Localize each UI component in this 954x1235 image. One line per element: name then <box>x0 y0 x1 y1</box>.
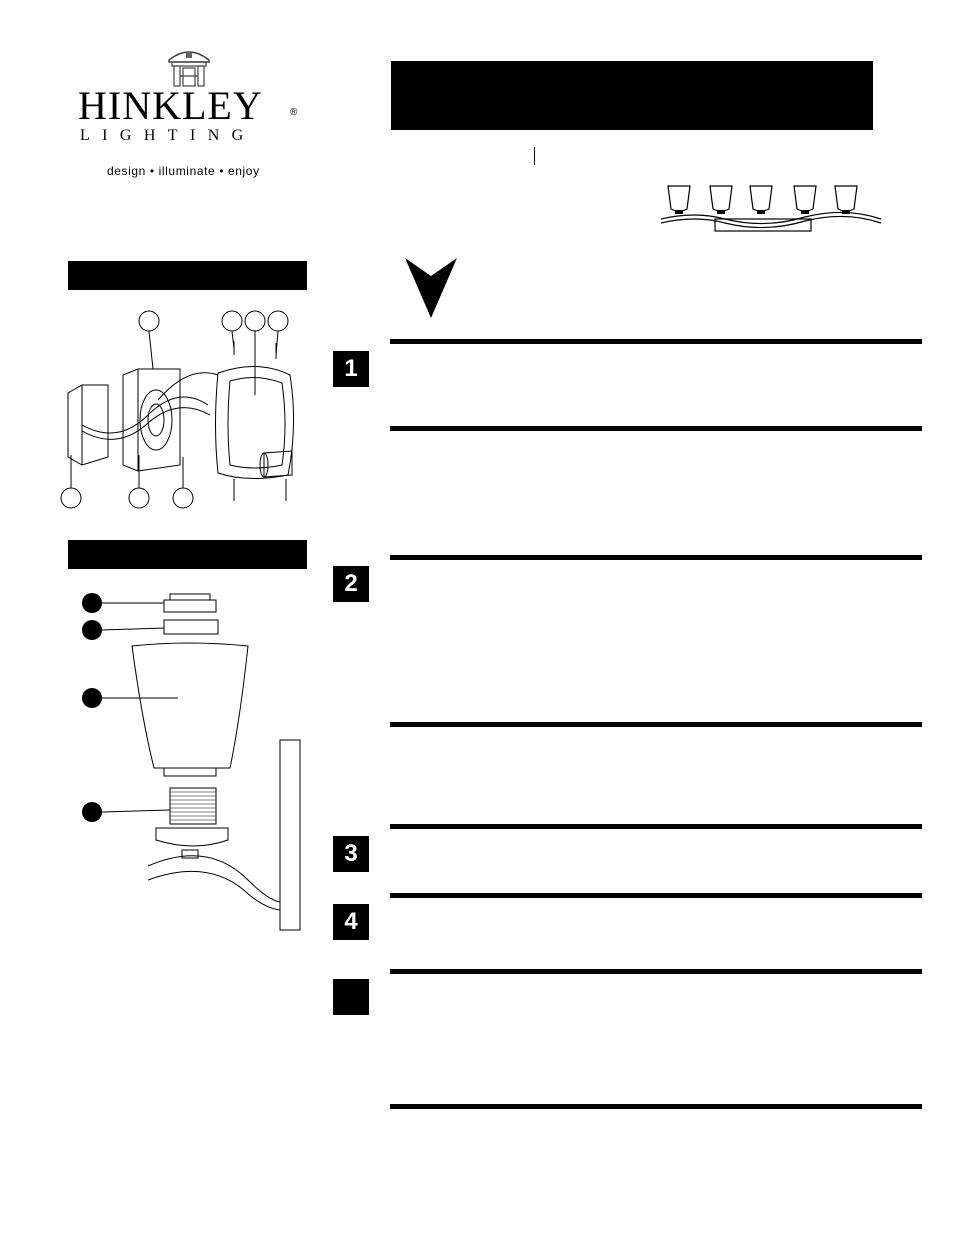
title-divider <box>534 147 535 165</box>
rule-5 <box>390 824 922 829</box>
title-bar <box>391 61 873 130</box>
brand-tagline: design • illuminate • enjoy <box>107 164 260 178</box>
rule-7 <box>390 969 922 974</box>
step-number-1: 1 <box>333 351 369 387</box>
step-number-3: 3 <box>333 836 369 872</box>
rule-4 <box>390 722 922 727</box>
step-number-2: 2 <box>333 566 369 602</box>
rule-1 <box>390 339 922 344</box>
step-number-5 <box>333 979 369 1015</box>
logo-emblem-icon <box>166 46 212 88</box>
registered-mark: ® <box>290 107 298 118</box>
rule-6 <box>390 893 922 898</box>
step-number-4: 4 <box>333 904 369 940</box>
arrow-down-icon <box>405 258 457 320</box>
brand-subtitle: LIGHTING <box>80 127 256 144</box>
glass-assembly-diagram <box>78 590 306 935</box>
rule-3 <box>390 555 922 560</box>
section-bar-mounting <box>68 261 307 290</box>
mounting-diagram <box>58 305 306 510</box>
section-bar-glass <box>68 540 307 569</box>
rule-8 <box>390 1104 922 1109</box>
rule-2 <box>390 426 922 431</box>
brand-name: HINKLEY <box>78 83 263 128</box>
product-thumbnail <box>655 183 885 233</box>
